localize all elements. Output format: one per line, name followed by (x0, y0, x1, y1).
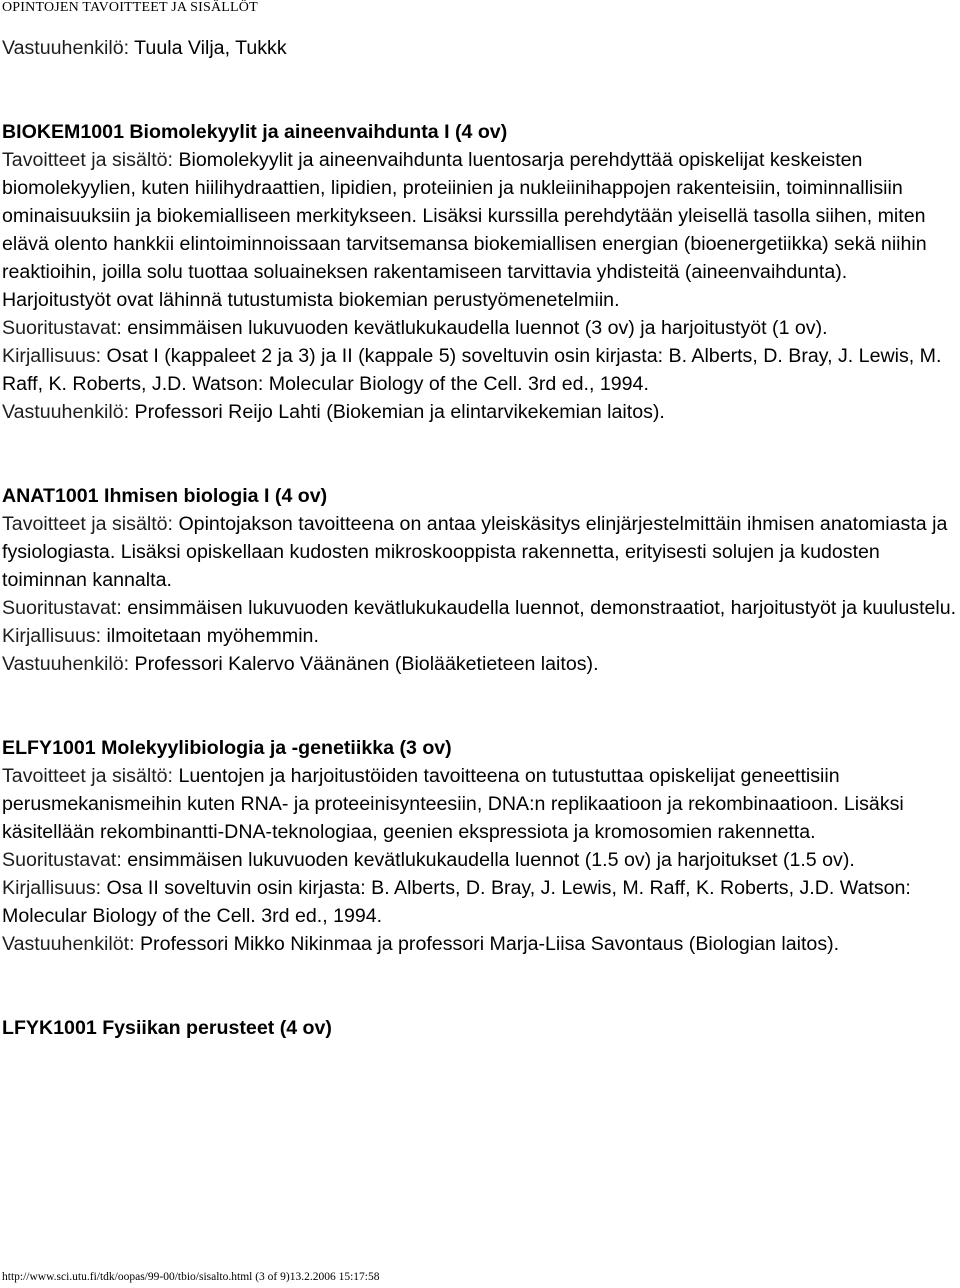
methods-label: Suoritustavat: (2, 597, 122, 619)
literature-text: ilmoitetaan myöhemmin. (101, 625, 319, 647)
course-elfy1001 (2, 734, 957, 958)
responsible-label: Vastuuhenkilö: (2, 37, 130, 59)
course-title: ELFY1001 Molekyylibiologia ja -genetiikka (3 ov) (2, 737, 452, 759)
goals-text: Opintojakson tavoitteena on antaa yleiskäsitys elinjärjestelmittäin ihmisen anatomiasta ja fysiologiasta. Lisäksi opiskellaan kudosten mikroskooppista rakennetta, erityisesti solujen ja kudosten toiminnan kannalta. (2, 513, 948, 591)
methods-text: ensimmäisen lukuvuoden kevätlukukaudella luennot, demonstraatiot, harjoitustyöt ja kuulustelu. (121, 597, 957, 619)
goals-label: Tavoitteet ja sisältö: (2, 513, 173, 535)
document-body (2, 34, 957, 1042)
responsible-label: Vastuuhenkilö: (2, 401, 130, 423)
course-methods (2, 594, 957, 622)
literature-label: Kirjallisuus: (2, 625, 102, 647)
responsible-label: Vastuuhenkilö: (2, 653, 130, 675)
course-goals (2, 146, 957, 314)
course-biokem1001 (2, 118, 957, 426)
goals-label: Tavoitteet ja sisältö: (2, 149, 173, 171)
course-title: ANAT1001 Ihmisen biologia I (4 ov) (2, 485, 328, 507)
methods-text: ensimmäisen lukuvuoden kevätlukukaudella luennot (3 ov) ja harjoitustyöt (1 ov). (121, 317, 828, 339)
responsible-text: Professori Reijo Lahti (Biokemian ja elintarvikekemian laitos). (129, 401, 665, 423)
page-header: OPINTOJEN TAVOITTEET JA SISÄLLÖT (2, 0, 258, 15)
course-literature (2, 342, 957, 398)
course-title-lfyk1001: LFYK1001 Fysiikan perusteet (4 ov) (2, 1017, 332, 1039)
course-literature (2, 622, 957, 650)
course-goals (2, 510, 957, 594)
goals-text: Biomolekyylit ja aineenvaihdunta luentosarja perehdyttää opiskelijat keskeisten biomolekyylien, kuten hiilihydraattien, lipidien, proteiinien ja nukleiinihappojen rakenteisiin, toiminnallisiin ominaisuuksiin ja biokemialliseen merkitykseen. Lisäksi kurssilla perehdytään yleisellä tasolla siihen, miten elävä olento hankkii elintoiminnoissaan tarvitsemansa biokemiallisen energian (bioenergetiikka) sekä niihin reaktioihin, joilla solu tuottaa soluaineksen rakentamiseen tarvittavia yhdisteitä (aineenvaihdunta). Harjoitustyöt ovat lähinnä tutustumista biokemian perustyömenetelmiin. (2, 149, 927, 311)
top-responsible (2, 34, 957, 62)
literature-label: Kirjallisuus: (2, 877, 102, 899)
responsible-text: Tuula Vilja, Tukkk (129, 37, 287, 59)
course-anat1001 (2, 482, 957, 678)
literature-label: Kirjallisuus: (2, 345, 102, 367)
page-footer-url: http://www.sci.utu.fi/tdk/oopas/99-00/tbio/sisalto.html (3 of 9)13.2.2006 15:17:58 (2, 1271, 380, 1283)
course-methods (2, 314, 957, 342)
course-responsible (2, 930, 957, 958)
course-responsible (2, 650, 957, 678)
responsible-text: Professori Mikko Nikinmaa ja professori Marja-Liisa Savontaus (Biologian laitos). (134, 933, 840, 955)
methods-label: Suoritustavat: (2, 849, 122, 871)
literature-text: Osa II soveltuvin osin kirjasta: B. Alberts, D. Bray, J. Lewis, M. Raff, K. Roberts, J.D. Watson: Molecular Biology of the Cell. 3rd ed., 1994. (2, 877, 911, 927)
course-methods (2, 846, 957, 874)
methods-text: ensimmäisen lukuvuoden kevätlukukaudella luennot (1.5 ov) ja harjoitukset (1.5 ov). (121, 849, 855, 871)
course-literature (2, 874, 957, 930)
course-goals (2, 762, 957, 846)
responsible-label: Vastuuhenkilöt: (2, 933, 135, 955)
course-responsible (2, 398, 957, 426)
goals-text: Luentojen ja harjoitustöiden tavoitteena on tutustuttaa opiskelijat geneettisiin perusmekanismeihin kuten RNA- ja proteeinisynteesiin, DNA:n replikaatioon ja rekombinaatioon. Lisäksi käsitellään rekombinantti-DNA-teknologiaa, geenien ekspressiota ja kromosomien rakennetta. (2, 765, 904, 843)
methods-label: Suoritustavat: (2, 317, 122, 339)
goals-label: Tavoitteet ja sisältö: (2, 765, 173, 787)
course-title: BIOKEM1001 Biomolekyylit ja aineenvaihdunta I (4 ov) (2, 121, 508, 143)
literature-text: Osat I (kappaleet 2 ja 3) ja II (kappale 5) soveltuvin osin kirjasta: B. Alberts, D. Bray, J. Lewis, M. Raff, K. Roberts, J.D. Watson: Molecular Biology of the Cell. 3rd ed., 1994. (2, 345, 942, 395)
responsible-text: Professori Kalervo Väänänen (Biolääketieteen laitos). (129, 653, 599, 675)
